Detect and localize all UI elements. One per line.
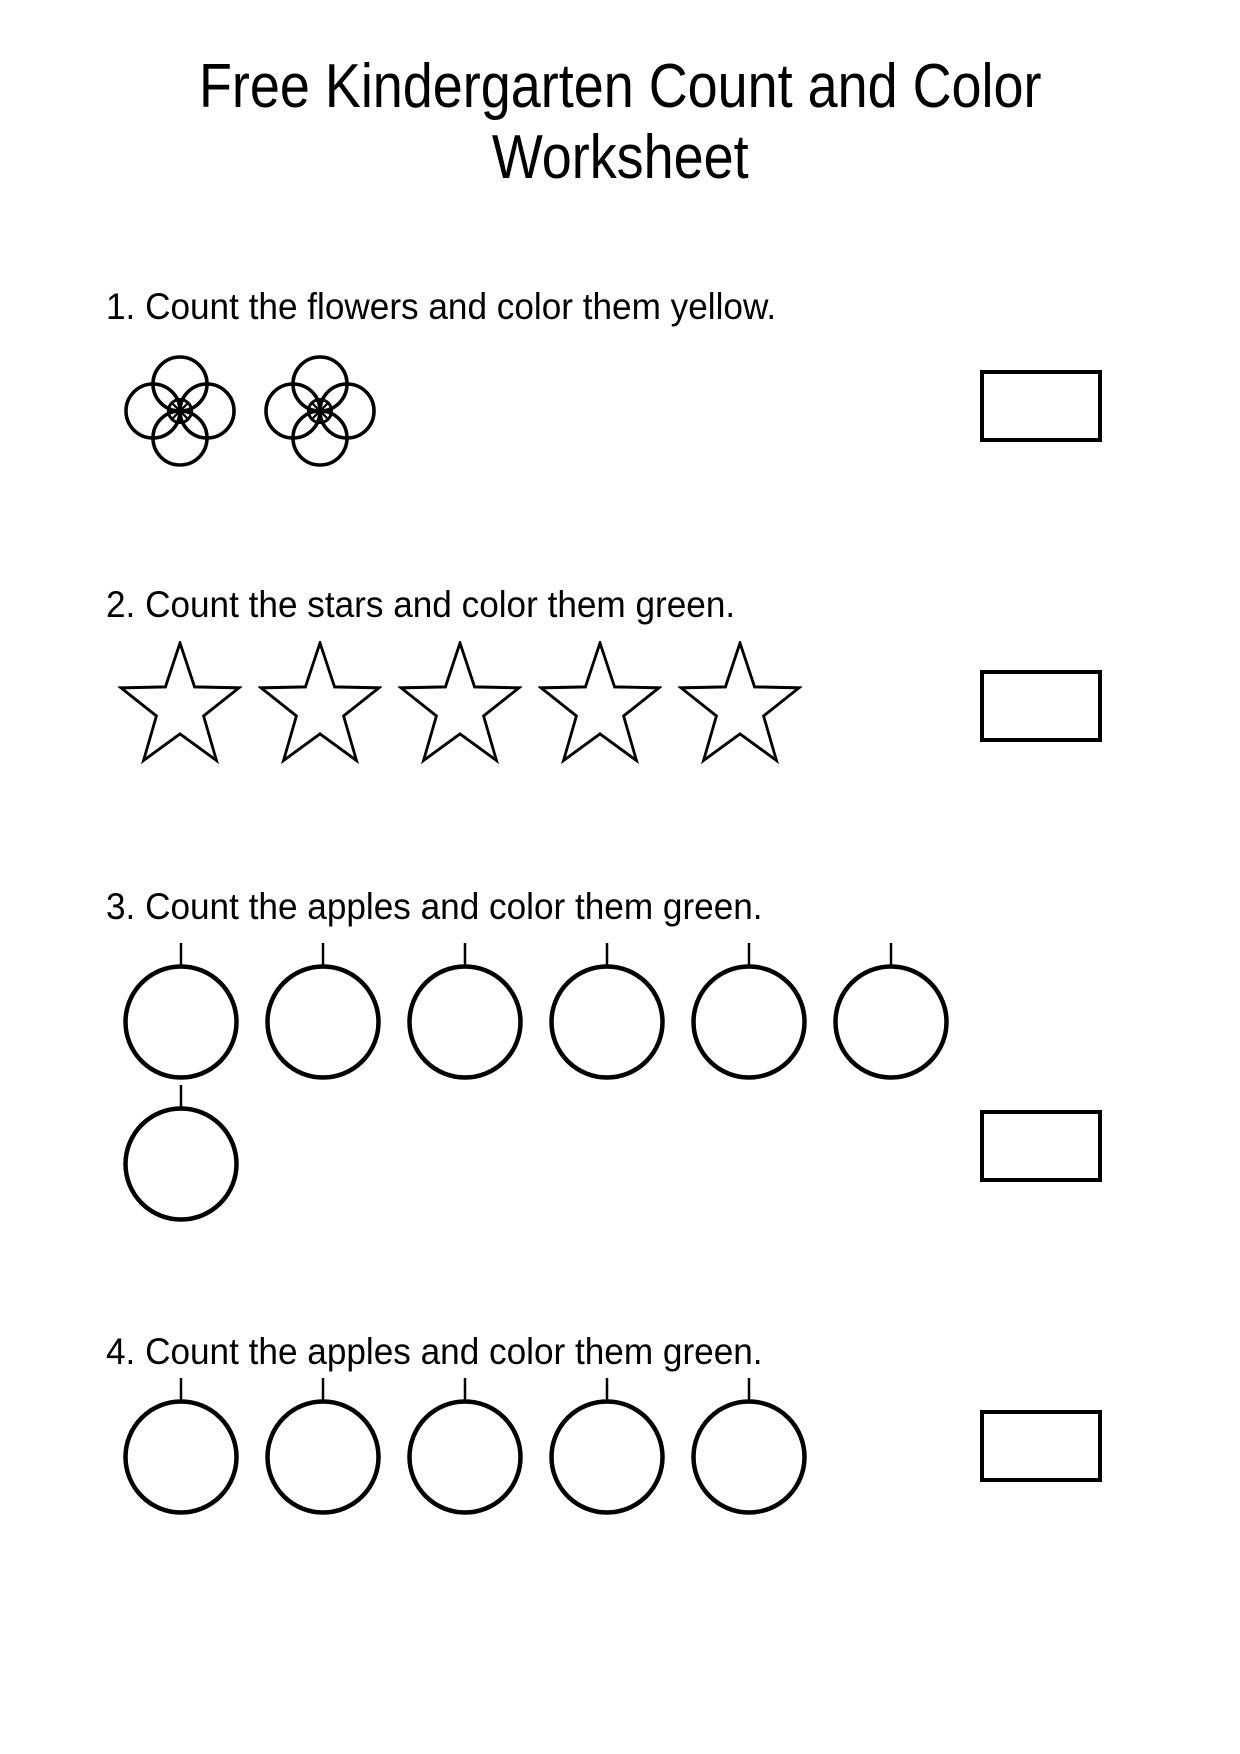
- apple-row: [119, 940, 953, 1082]
- question-4: [0, 1331, 1240, 1571]
- page-title-line2: Worksheet: [491, 122, 749, 192]
- star-row: [118, 641, 802, 765]
- apple-shape: [687, 1375, 811, 1517]
- apple-shape: [403, 1375, 527, 1517]
- question-2-label: 2. Count the stars and color them green.: [106, 584, 736, 625]
- flower-row: [119, 350, 381, 472]
- apple-shape: [119, 940, 243, 1082]
- page-title-text: [199, 52, 1042, 193]
- page-title-line1: Free Kindergarten Count and Color: [198, 52, 1042, 121]
- star-shape: [258, 641, 382, 765]
- apple-shape: [119, 1082, 243, 1224]
- question-2-answer-box[interactable]: [980, 670, 1102, 742]
- question-1: [0, 286, 1240, 526]
- apple-row: [119, 1375, 811, 1517]
- question-3-answer-box[interactable]: [980, 1110, 1102, 1182]
- question-3-label: 3. Count the apples and color them green.: [106, 886, 763, 927]
- question-4-label: 4. Count the apples and color them green.: [106, 1331, 763, 1372]
- apple-shape: [545, 1375, 669, 1517]
- star-shape: [538, 641, 662, 765]
- apple-row: [119, 1082, 953, 1224]
- question-4-shapes: [119, 1375, 811, 1517]
- apple-shape: [403, 940, 527, 1082]
- star-shape: [398, 641, 522, 765]
- question-2: [0, 584, 1240, 824]
- question-1-shapes: [119, 350, 381, 472]
- question-1-answer-box[interactable]: [980, 370, 1102, 442]
- apple-shape: [829, 940, 953, 1082]
- question-3-shapes: [119, 940, 953, 1224]
- star-shape: [678, 641, 802, 765]
- question-1-label: 1. Count the flowers and color them yellow.: [106, 286, 777, 327]
- flower-shape: [259, 350, 381, 472]
- question-3: [0, 886, 1240, 1226]
- question-2-shapes: [118, 641, 802, 765]
- question-4-answer-box[interactable]: [980, 1410, 1102, 1482]
- flower-shape: [119, 350, 241, 472]
- page-title: [0, 52, 1240, 193]
- apple-shape: [261, 940, 385, 1082]
- apple-shape: [687, 940, 811, 1082]
- apple-shape: [261, 1375, 385, 1517]
- apple-shape: [119, 1375, 243, 1517]
- star-shape: [118, 641, 242, 765]
- apple-shape: [545, 940, 669, 1082]
